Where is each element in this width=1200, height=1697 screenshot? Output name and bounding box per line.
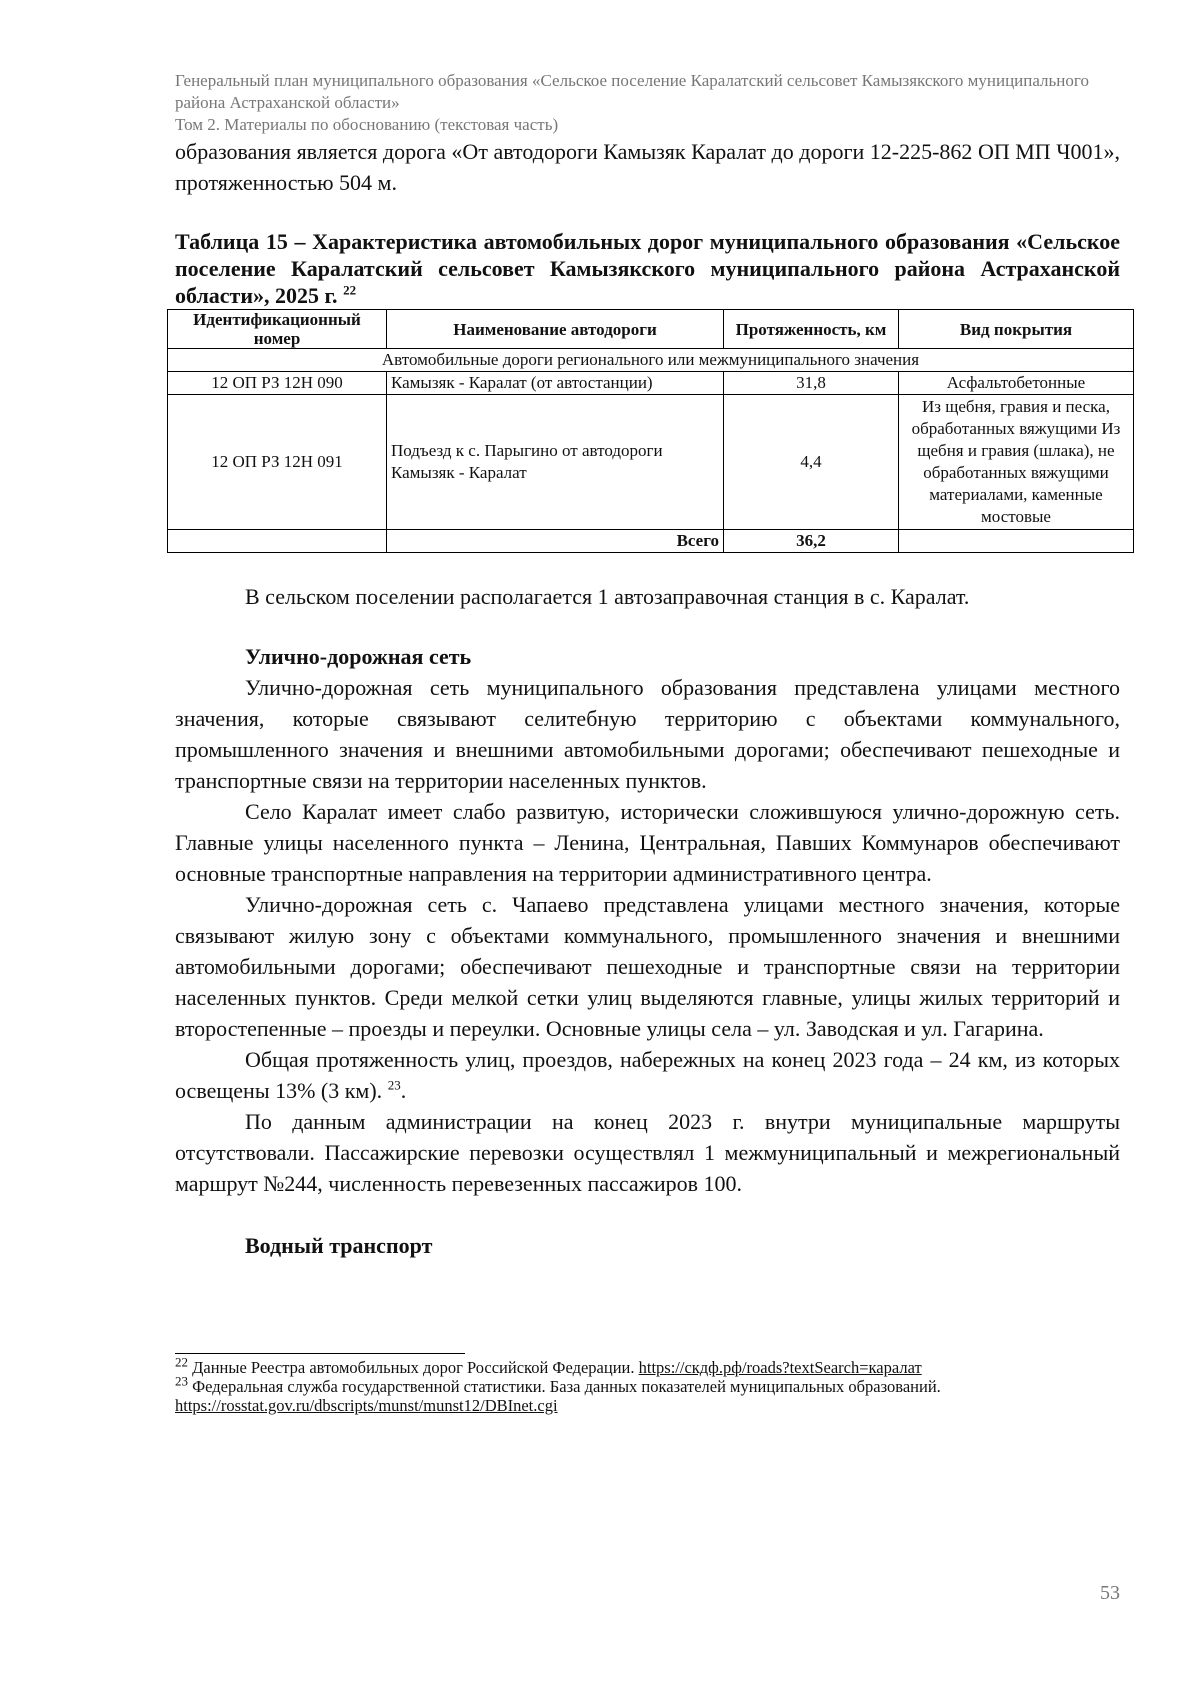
- col-header-id: Идентификационный номер: [168, 310, 387, 349]
- table-section-row: [168, 349, 1134, 372]
- header-title: Генеральный план муниципального образования «Сельское поселение Каралатский сельсовет Камызякского муниципального района Астраханской области»: [175, 71, 1089, 112]
- table-total-row: [168, 530, 1134, 553]
- document-page: [175, 70, 1120, 1670]
- intro-paragraph: образования является дорога «От автодороги Камызяк Каралат до дороги 12-225-862 ОП МП Ч001», протяженностью 504 м.: [175, 139, 1120, 195]
- table-header-row: [168, 310, 1134, 349]
- footnote-22: [175, 1354, 1120, 1377]
- total-value: 36,2: [724, 530, 899, 553]
- footnote-23: [175, 1373, 1120, 1415]
- col-header-length: Протяженность, км: [724, 310, 899, 349]
- total-label: Всего: [387, 530, 724, 553]
- footnote-link[interactable]: https://rosstat.gov.ru/dbscripts/munst/munst12/DBInet.cgi: [175, 1396, 558, 1415]
- total-empty-cell: [899, 530, 1134, 553]
- table-caption: [175, 228, 1120, 309]
- total-empty-cell: [168, 530, 387, 553]
- footnote-ref-22[interactable]: 22: [343, 282, 357, 298]
- running-header: [175, 70, 1120, 136]
- gas-station-paragraph: В сельском поселении располагается 1 автозаправочная станция в с. Каралат.: [245, 584, 970, 609]
- street-paragraph-1: Улично-дорожная сеть муниципального образования представлена улицами местного значения, которые связывают селитебную территорию с объектами коммунального, промышленного значения и внешними автомобильными дорогами; обеспечивают пешеходные и транспортные связи на территории населенных пунктов.: [175, 675, 1120, 793]
- street-paragraph-2: Село Каралат имеет слабо развитую, исторически сложившуюся улично-дорожную сеть. Главные улицы населенного пункта – Ленина, Центральная, Павших Коммунаров обеспечивают основные транспортные направления на территории административного центра.: [175, 799, 1120, 886]
- table-row: [168, 395, 1134, 530]
- page-number: 53: [1100, 1582, 1120, 1604]
- road-name: Подъезд к с. Парыгино от автодороги Камызяк - Каралат: [387, 395, 724, 530]
- road-length: 31,8: [724, 372, 899, 395]
- street-paragraph-4: [175, 1044, 1120, 1106]
- water-transport-heading: Водный транспорт: [245, 1233, 433, 1258]
- header-volume: Том 2. Материалы по обоснованию (текстовая часть): [175, 115, 559, 134]
- footnote-divider: [175, 1353, 465, 1354]
- roads-table: [167, 309, 1134, 553]
- footnote-ref-23[interactable]: 23: [387, 1077, 401, 1093]
- table-caption-text: Таблица 15 – Характеристика автомобильных дорог муниципального образования «Сельское поселение Каралатский сельсовет Камызякского муниципального района Астраханской области», 2025 г.: [175, 229, 1120, 308]
- road-name: Камызяк - Каралат (от автостанции): [387, 372, 724, 395]
- road-surface: Асфальтобетонные: [899, 372, 1134, 395]
- street-paragraph-3: Улично-дорожная сеть с. Чапаево представлена улицами местного значения, которые связывают жилую зону с объектами коммунального, промышленного значения и внешними автомобильными дорогами; обеспечивают пешеходные и транспортные связи на территории населенных пунктов. Среди мелкой сетки улиц выделяются главные, улицы жилых территорий и второстепенные – проезды и переулки. Основные улицы села – ул. Заводская и ул. Гагарина.: [175, 892, 1120, 1041]
- street-paragraph-5: По данным администрации на конец 2023 г. внутри муниципальные маршруты отсутствовали. Пассажирские перевозки осуществлял 1 межмуниципальный и межрегиональный маршрут №244, численность перевезенных пассажиров 100.: [175, 1109, 1120, 1196]
- road-length: 4,4: [724, 395, 899, 530]
- road-id: 12 ОП РЗ 12Н 090: [168, 372, 387, 395]
- footnote-link[interactable]: https://скдф.рф/roads?textSearch=каралат: [638, 1358, 922, 1377]
- footnote-number: 23: [175, 1373, 188, 1389]
- street-network-heading: Улично-дорожная сеть: [245, 644, 472, 669]
- street-paragraph-4-end: .: [400, 1078, 407, 1103]
- col-header-name: Наименование автодороги: [387, 310, 724, 349]
- footnote-number: 22: [175, 1354, 188, 1370]
- road-surface: Из щебня, гравия и песка, обработанных вяжущими Из щебня и гравия (шлака), не обработанных вяжущими материалами, каменные мостовые: [899, 395, 1134, 530]
- col-header-surface: Вид покрытия: [899, 310, 1134, 349]
- footnote-text: Федеральная служба государственной статистики. База данных показателей муниципальных образований.: [192, 1377, 941, 1396]
- street-paragraph-4-text: Общая протяженность улиц, проездов, набережных на конец 2023 года – 24 км, из которых освещены 13% (3 км).: [175, 1047, 1120, 1103]
- table-row: [168, 372, 1134, 395]
- section-title: Автомобильные дороги регионального или межмуниципального значения: [168, 349, 1134, 372]
- footnote-text: Данные Реестра автомобильных дорог Российской Федерации.: [192, 1358, 639, 1377]
- road-id: 12 ОП РЗ 12Н 091: [168, 395, 387, 530]
